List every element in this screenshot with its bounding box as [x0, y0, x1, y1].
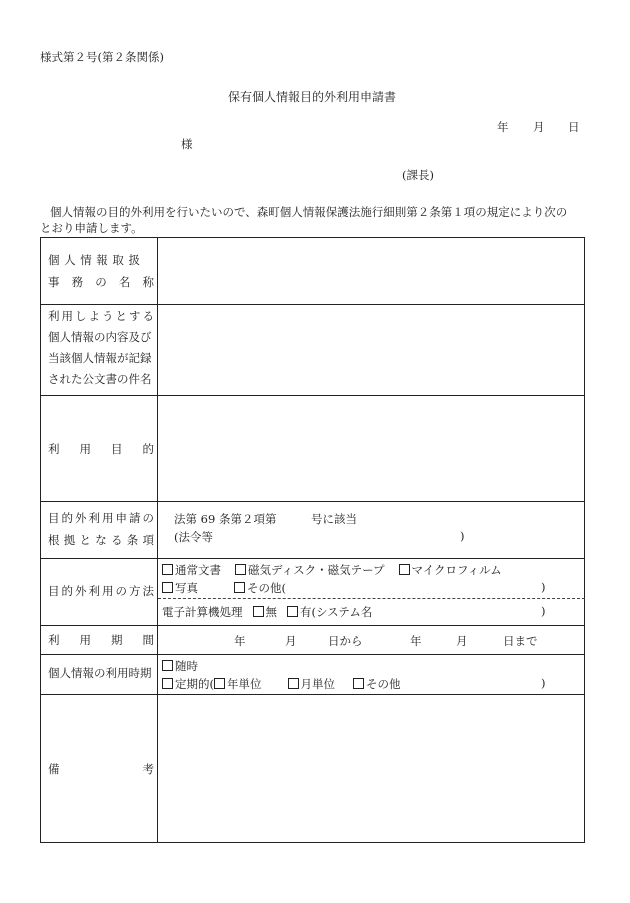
purpose-label: 利 用 目 的 [48, 442, 154, 456]
checkbox[interactable] [288, 678, 299, 689]
affair-name-label: 個 人 情 報 取 扱 事 務 の 名 称 [48, 253, 154, 289]
addressee-suffix: 様 [181, 137, 193, 151]
remarks-label: 備 考 [48, 762, 154, 776]
row-divider [40, 304, 585, 305]
info-content-label: 利 用 し よ う と す る 個人情報の内容及び 当該個人情報が記録 された公文書の件名 [48, 309, 154, 386]
intro-line-2: とおり申請します。 [40, 221, 143, 235]
period-label: 利 用 期 間 [48, 633, 154, 647]
method-other-close: ) [541, 580, 546, 594]
row-divider [40, 654, 585, 655]
method-label: 目 的 外 利 用 の 方 法 [48, 584, 154, 598]
period-from-month: 月 [285, 634, 297, 648]
system-name-close: ) [541, 604, 546, 618]
date-month-label: 月 [533, 120, 545, 134]
law-article-prefix: 法第 69 条第２項第 [174, 512, 277, 526]
checkbox[interactable] [214, 678, 225, 689]
purpose-field[interactable] [166, 405, 576, 491]
row-divider [40, 558, 585, 559]
date-year-label: 年 [497, 120, 509, 134]
timing-anytime-option: 随時 [162, 658, 198, 674]
checkbox[interactable] [353, 678, 364, 689]
page-title: 保有個人情報目的外利用申請書 [228, 90, 397, 104]
row-divider [40, 395, 585, 396]
method-dashed-divider [158, 598, 585, 599]
checkbox[interactable] [235, 564, 246, 575]
laws-label: (法令等 [174, 530, 213, 544]
timing-label: 個人情報の利用時期 [48, 666, 152, 680]
section-chief-label: (課長) [402, 168, 434, 182]
timing-periodic-option: 定期的( 年単位 月単位 その他 [162, 676, 401, 692]
basis-label: 目 的 外 利 用 申 請 の 根 拠 と な る 条 項 [48, 511, 154, 547]
intro-line-1: 個人情報の目的外利用を行いたいので、森町個人情報保護法施行細則第２条第１項の規定により次の [50, 205, 568, 219]
method-other-option: その他( [234, 580, 286, 596]
row-divider [40, 625, 585, 626]
date-day-label: 日 [568, 120, 580, 134]
table-column-divider [157, 237, 158, 843]
affair-name-field[interactable] [166, 262, 576, 292]
law-article-suffix: 号に該当 [311, 512, 357, 526]
checkbox[interactable] [253, 606, 264, 617]
info-content-field[interactable] [166, 315, 576, 385]
period-to-month: 月 [456, 634, 468, 648]
method-photo-option: 写真 [162, 580, 198, 596]
checkbox[interactable] [162, 582, 173, 593]
checkbox[interactable] [162, 564, 173, 575]
row-divider [40, 501, 585, 502]
checkbox[interactable] [162, 660, 173, 671]
form-number: 様式第２号(第２条関係) [40, 50, 164, 64]
computer-processing: 電子計算機処理 無 有(システム名 [162, 605, 373, 619]
remarks-field[interactable] [166, 704, 576, 834]
checkbox[interactable] [399, 564, 410, 575]
laws-close-paren: ) [460, 529, 465, 543]
checkbox[interactable] [234, 582, 245, 593]
period-to-day: 日まで [503, 634, 538, 648]
checkbox[interactable] [287, 606, 298, 617]
row-divider [40, 694, 585, 695]
period-to-year: 年 [410, 634, 422, 648]
period-from-day: 日から [328, 634, 363, 648]
method-options-line-1: 通常文書 磁気ディスク・磁気テープ マイクロフィルム [162, 562, 502, 578]
checkbox[interactable] [162, 678, 173, 689]
timing-close-paren: ) [541, 676, 546, 690]
period-from-year: 年 [234, 634, 246, 648]
